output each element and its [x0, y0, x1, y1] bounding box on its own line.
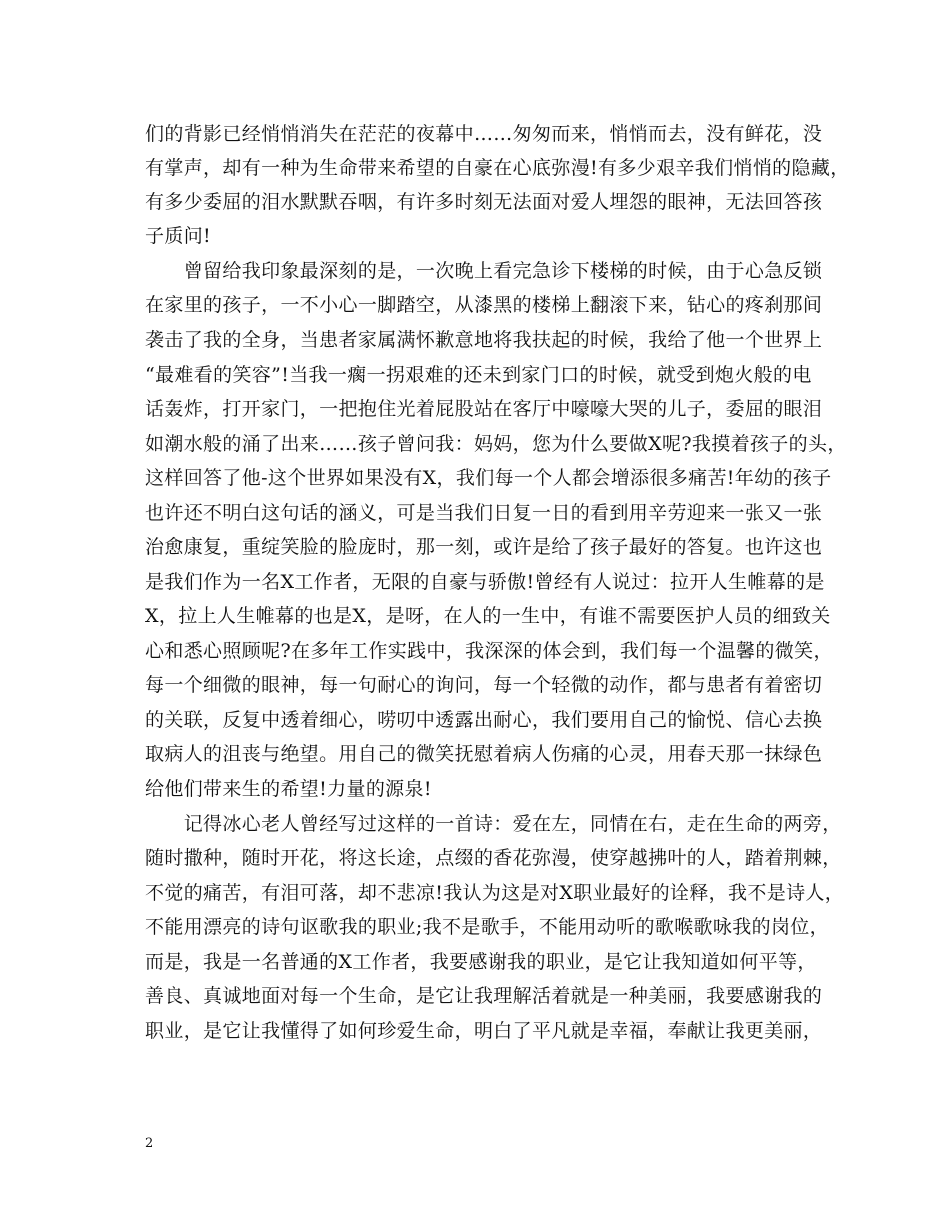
- body-text-line: 如潮水般的涌了出来……孩子曾问我：妈妈，您为什么要做X呢?我摸着孩子的头，: [145, 433, 847, 455]
- body-text-line: X，拉上人生帷幕的也是X，是呀，在人的一生中，有谁不需要医护人员的细致关: [145, 605, 831, 627]
- body-text-line: 不觉的痛苦，有泪可落，却不悲凉!我认为这是对X职业最好的诠释，我不是诗人，: [145, 882, 845, 904]
- body-text-line: 有掌声，却有一种为生命带来希望的自豪在心底弥漫!有多少艰辛我们悄悄的隐藏，: [145, 157, 850, 179]
- body-text-line: 们的背影已经悄悄消失在茫茫的夜幕中……匆匆而来，悄悄而去，没有鲜花，没: [145, 123, 823, 145]
- body-text-line: 有多少委屈的泪水默默吞咽，有许多时刻无法面对爱人埋怨的眼神，无法回答孩: [145, 191, 823, 213]
- body-text-line: 善良、真诚地面对每一个生命，是它让我理解活着就是一种美丽，我要感谢我的: [145, 985, 823, 1007]
- body-text-line: 话轰炸，打开家门，一把抱住光着屁股站在客厅中嚎嚎大哭的儿子，委屈的眼泪: [145, 398, 823, 420]
- page-number: 2: [145, 1136, 154, 1151]
- body-text-line: 而是，我是一名普通的X工作者，我要感谢我的职业，是它让我知道如何平等，: [145, 951, 817, 973]
- body-text-line: 给他们带来生的希望!力量的源泉!: [145, 778, 432, 800]
- body-text-line: 的关联，反复中透着细心，唠叨中透露出耐心，我们要用自己的愉悦、信心去换: [145, 709, 823, 731]
- body-text-line: 职业，是它让我懂得了如何珍爱生命，明白了平凡就是幸福，奉献让我更美丽，: [145, 1020, 823, 1042]
- body-text-line: 这样回答了他-这个世界如果没有X，我们每一个人都会增添很多痛苦!年幼的孩子: [145, 467, 832, 489]
- body-text-line: 子质问!: [145, 225, 212, 247]
- body-text-line: 不能用漂亮的诗句讴歌我的职业;我不是歌手，不能用动听的歌喉歌咏我的岗位，: [145, 916, 830, 938]
- body-text-line: 曾留给我印象最深刻的是，一次晚上看完急诊下楼梯的时候，由于心急反锁: [145, 260, 823, 282]
- body-text-line: 记得冰心老人曾经写过这样的一首诗：爱在左，同情在右，走在生命的两旁，: [145, 813, 842, 835]
- body-text-line: 是我们作为一名X工作者，无限的自豪与骄傲!曾经有人说过：拉开人生帷幕的是: [145, 571, 825, 593]
- body-text-line: 心和悉心照顾呢?在多年工作实践中，我深深的体会到，我们每一个温馨的微笑，: [145, 640, 833, 662]
- body-text-line: 也许还不明白这句话的涵义，可是当我们日复一日的看到用辛劳迎来一张又一张: [145, 502, 823, 524]
- body-text-line: 每一个细微的眼神，每一句耐心的询问，每一个轻微的动作，都与患者有着密切: [145, 674, 823, 696]
- body-text-line: 在家里的孩子，一不小心一脚踏空，从漆黑的楼梯上翻滚下来，钻心的疼刹那间: [145, 294, 823, 316]
- body-text-line: 袭击了我的全身，当患者家属满怀歉意地将我扶起的时候，我给了他一个世界上: [145, 329, 823, 351]
- body-text-line: “最难看的笑容”!当我一瘸一拐艰难的还未到家门口的时候，就受到炮火般的电: [145, 364, 812, 386]
- body-text-line: 治愈康复，重绽笑脸的脸庞时，那一刻，或许是给了孩子最好的答复。也许这也: [145, 536, 823, 558]
- body-text-line: 随时撒种，随时开花，将这长途，点缀的香花弥漫，使穿越拂叶的人，踏着荆棘，: [145, 847, 842, 869]
- body-text-line: 取病人的沮丧与绝望。用自己的微笑抚慰着病人伤痛的心灵，用春天那一抹绿色: [145, 743, 823, 765]
